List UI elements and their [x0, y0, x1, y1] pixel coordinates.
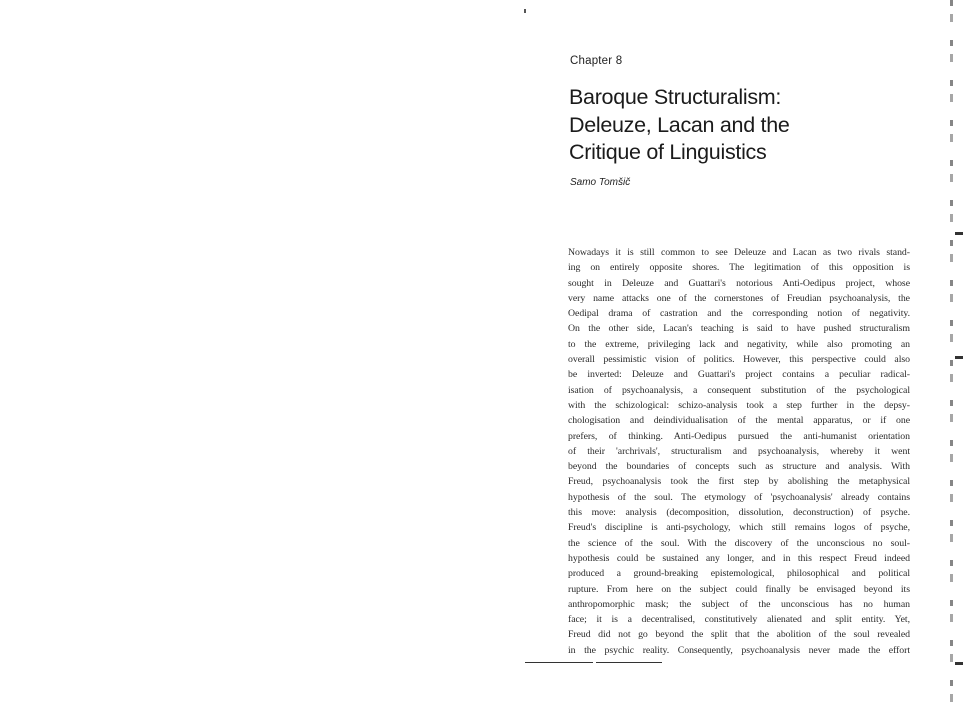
body-line: hypothesis of the soul. The etymology of 'psychoanalysis' already contains — [568, 491, 910, 503]
body-line: be inverted: Deleuze and Guattari's project contains a peculiar radical- — [568, 369, 910, 381]
body-paragraph — [568, 245, 910, 658]
body-line: chologisation and deindividualisation of the mental apparatus, or if one — [568, 415, 910, 427]
body-line: of their 'archrivals', structuralism and psychoanalysis, whereby it went — [568, 445, 910, 457]
body-line: sought in Deleuze and Guattari's notorious Anti-Oedipus project, whose — [568, 277, 910, 289]
scan-mark-right-lower — [955, 662, 963, 665]
body-line: anthropomorphic mask; the subject of the unconscious has no human — [568, 598, 910, 610]
body-line: in the psychic reality. Consequently, psychoanalysis never made the effort — [568, 644, 910, 656]
body-line: the science of the soul. With the discovery of the unconscious no soul- — [568, 537, 910, 549]
body-line: hypothesis could be sustained any longer, and in this respect Freud indeed — [568, 552, 910, 564]
body-line: On the other side, Lacan's teaching is said to have pushed structuralism — [568, 323, 910, 335]
body-line: to the extreme, privileging lack and negativity, while also promoting an — [568, 338, 910, 350]
body-line: Freud, psychoanalysis took the first step by abolishing the metaphysical — [568, 476, 910, 488]
body-line: ing on entirely opposite shores. The legitimation of this opposition is — [568, 262, 910, 274]
chapter-label: Chapter 8 — [570, 55, 623, 67]
body-line: with the schizological: schizo-analysis took a step further in the depsy- — [568, 399, 910, 411]
body-line: beyond the boundaries of concepts such as structure and analysis. With — [568, 461, 910, 473]
page-edge-shadow — [950, 0, 953, 708]
body-line: overall pessimistic vision of politics. However, this perspective could also — [568, 354, 910, 366]
scan-mark-right-middle — [955, 356, 963, 359]
footer-rule-left — [525, 662, 593, 663]
body-line: rupture. From here on the subject could finally be envisaged beyond its — [568, 583, 910, 595]
body-line: Freud's discipline is anti-psychology, which still remains logos of psyche, — [568, 522, 910, 534]
body-line: face; it is a decentralised, constitutively alienated and split entity. Yet, — [568, 614, 910, 626]
body-line: Oedipal drama of castration and the corresponding notion of negativity. — [568, 308, 910, 320]
chapter-title-line: Baroque Structuralism: — [569, 85, 782, 109]
author-name: Samo Tomšič — [570, 177, 631, 188]
footer-rule-right — [596, 662, 662, 663]
scan-mark-top — [524, 9, 526, 13]
chapter-title-line: Deleuze, Lacan and the — [569, 112, 790, 137]
body-line: prefers, of thinking. Anti-Oedipus pursued the anti-humanist orientation — [568, 430, 910, 442]
body-line: isation of psychoanalysis, a consequent substitution of the psychological — [568, 384, 910, 396]
scan-mark-right-upper — [955, 232, 963, 235]
body-line: produced a ground-breaking epistemological, philosophical and political — [568, 568, 910, 580]
chapter-title-line: Critique of Linguistics — [569, 140, 767, 164]
chapter-title — [569, 84, 889, 167]
body-line: Nowadays it is still common to see Deleuze and Lacan as two rivals stand- — [568, 247, 910, 258]
body-line: Freud did not go beyond the split that the abolition of the soul revealed — [568, 629, 910, 641]
body-line: very name attacks one of the cornerstones of Freudian psychoanalysis, the — [568, 292, 910, 304]
body-line: this move: analysis (decomposition, dissolution, deconstruction) of psyche. — [568, 507, 910, 519]
